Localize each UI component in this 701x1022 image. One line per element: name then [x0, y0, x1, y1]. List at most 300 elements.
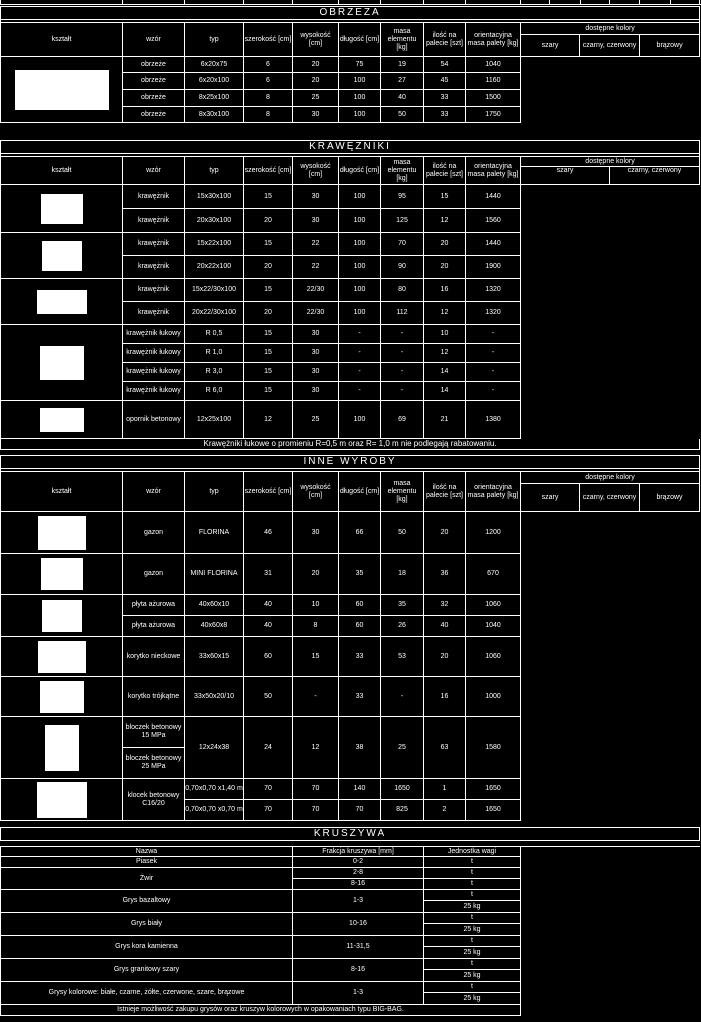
cell: 46: [244, 512, 293, 554]
cell: 1200: [466, 512, 521, 554]
cell: 15: [244, 233, 293, 256]
obrzeza-table: [0, 6, 700, 123]
cell: 27: [381, 73, 424, 90]
header-wysokosc: wysokość [cm]: [293, 23, 339, 57]
shape-cell: [1, 401, 123, 439]
cell: -: [339, 325, 381, 344]
cell: 12: [244, 401, 293, 439]
cell: 35: [339, 554, 381, 595]
cell: krawężnik: [123, 209, 185, 233]
header-czarny: czarny, czerwony: [580, 35, 640, 57]
cell: R 0,5: [185, 325, 244, 344]
cell: bloczek betonowy 25 MPa: [123, 748, 185, 779]
cell: 20: [424, 512, 466, 554]
aggregate-name: Grys biały: [1, 913, 293, 936]
cell: 8: [244, 107, 293, 123]
shape-cell: [1, 717, 123, 779]
header-ilosc: ilość na palecie [szt]: [424, 472, 466, 512]
blank-area: [521, 847, 700, 1016]
blank-area: [521, 185, 700, 450]
header-orientacyjna: orientacyjna masa palety [kg]: [466, 157, 521, 185]
cell: 40: [244, 595, 293, 616]
cell: 22: [293, 233, 339, 256]
cell: krawężnik łukowy: [123, 344, 185, 363]
aggregate-unit: t: [424, 868, 521, 879]
shape-kraweznik-lukowy: [40, 346, 84, 380]
cell: 22/30: [293, 279, 339, 302]
section-title-obrzeza: OBRZEŻA: [1, 7, 700, 20]
header-szerokosc: szerokość [cm]: [244, 472, 293, 512]
cell: 20x22x100: [185, 256, 244, 279]
shape-cell: [1, 512, 123, 554]
cell: -: [466, 363, 521, 382]
header-orientacyjna: orientacyjna masa palety [kg]: [466, 472, 521, 512]
cell: 66: [339, 512, 381, 554]
cell: -: [293, 677, 339, 717]
cell: -: [381, 677, 424, 717]
header-frakcja: Frakcja kruszywa [mm]: [293, 847, 424, 857]
cell: -: [381, 363, 424, 382]
cell: krawężnik: [123, 185, 185, 209]
aggregate-unit: t: [424, 857, 521, 868]
shape-obrzeze: [15, 70, 109, 110]
cell: 70: [381, 233, 424, 256]
cell: 112: [381, 302, 424, 325]
aggregate-fraction: 0-2: [293, 857, 424, 868]
cell: obrzeże: [123, 90, 185, 107]
cell: 33: [424, 90, 466, 107]
cell: 24: [244, 717, 293, 779]
cell: 1440: [466, 185, 521, 209]
cell: 100: [339, 209, 381, 233]
aggregate-fraction: 10-16: [293, 913, 424, 936]
cell: płyta ażurowa: [123, 595, 185, 616]
header-typ: typ: [185, 157, 244, 185]
shape-kraweznik-skosny: [37, 290, 87, 314]
shape-cell: [1, 595, 123, 637]
cell: 33x50x20/10: [185, 677, 244, 717]
shape-korytko-nieckowe: [38, 641, 86, 673]
cell: krawężnik: [123, 302, 185, 325]
shape-bloczek-betonowy: [45, 725, 79, 771]
aggregate-unit: 25 kg: [424, 901, 521, 913]
cell: -: [466, 344, 521, 363]
shape-cell: [1, 779, 123, 821]
header-orientacyjna: orientacyjna masa palety [kg]: [466, 23, 521, 57]
aggregate-fraction: 1-3: [293, 890, 424, 913]
cell: korytko trójkątne: [123, 677, 185, 717]
cell: 30: [293, 382, 339, 401]
cell: 25: [293, 90, 339, 107]
cell: 100: [339, 401, 381, 439]
cell: 100: [339, 256, 381, 279]
cell: 14: [424, 382, 466, 401]
cell: 26: [381, 616, 424, 637]
shape-korytko-trojkatne: [40, 681, 84, 713]
header-szary: szary: [521, 35, 580, 57]
cell: 33: [339, 677, 381, 717]
header-szary: szary: [521, 167, 610, 185]
shape-cell: [1, 637, 123, 677]
cell: 15: [244, 344, 293, 363]
cell: 16: [424, 677, 466, 717]
cell: 20: [293, 57, 339, 73]
inne-wyroby-table: [0, 455, 700, 821]
shape-kraweznik-15x22: [42, 241, 82, 271]
cell: -: [339, 363, 381, 382]
cell: bloczek betonowy 15 MPa: [123, 717, 185, 748]
cell: obrzeże: [123, 73, 185, 90]
kruszywa-note: Istnieje możliwość zakupu grysów oraz kruszyw kolorowych w opakowaniach typu BIG-BAG.: [1, 1005, 521, 1016]
header-szerokosc: szerokość [cm]: [244, 157, 293, 185]
header-typ: typ: [185, 23, 244, 57]
section-title-inne: INNE WYROBY: [1, 456, 700, 469]
aggregate-name: Grys kora kamienna: [1, 936, 293, 959]
aggregate-name: Żwir: [1, 868, 293, 890]
cell: obrzeże: [123, 57, 185, 73]
aggregate-fraction: 8-16: [293, 879, 424, 890]
cell: FLORINA: [185, 512, 244, 554]
cell: 1750: [466, 107, 521, 123]
cell: R 1,0: [185, 344, 244, 363]
aggregate-fraction: 2-8: [293, 868, 424, 879]
cell: 1380: [466, 401, 521, 439]
header-brazowy: brązowy: [640, 484, 700, 512]
cell: 140: [339, 779, 381, 800]
cell: 8: [244, 90, 293, 107]
aggregate-unit: t: [424, 936, 521, 947]
header-ksztalt: kształt: [1, 472, 123, 512]
cell: 1900: [466, 256, 521, 279]
cell: -: [381, 382, 424, 401]
shape-gazon-florina: [38, 516, 86, 550]
cell: 10: [424, 325, 466, 344]
cell: 20: [424, 256, 466, 279]
cell: 50: [244, 677, 293, 717]
kruszywa-table: [0, 827, 700, 1016]
cell: 670: [466, 554, 521, 595]
cell: 12x24x38: [185, 717, 244, 779]
shape-cell: [1, 233, 123, 279]
header-ilosc: ilość na palecie [szt]: [424, 157, 466, 185]
header-dostepne-kolory: dostępne kolory: [521, 157, 700, 167]
cell: 30: [293, 344, 339, 363]
cell: 25: [381, 717, 424, 779]
section-title-kruszywa: KRUSZYWA: [1, 828, 700, 841]
aggregate-unit: 25 kg: [424, 947, 521, 959]
cell: płyta ażurowa: [123, 616, 185, 637]
aggregate-name: Grys granitowy szary: [1, 959, 293, 982]
header-masa: masa elementu [kg]: [381, 23, 424, 57]
header-czarny: czarny, czerwony: [580, 484, 640, 512]
shape-cell: [1, 279, 123, 325]
cell: 1060: [466, 595, 521, 616]
aggregate-unit: 25 kg: [424, 924, 521, 936]
cell: 1650: [381, 779, 424, 800]
cell: 20x30x100: [185, 209, 244, 233]
cell: 12x25x100: [185, 401, 244, 439]
cell: obrzeże: [123, 107, 185, 123]
cell: 15: [244, 279, 293, 302]
cell: 33: [339, 637, 381, 677]
header-nazwa: Nazwa: [1, 847, 293, 857]
cell: krawężnik łukowy: [123, 382, 185, 401]
cell: 40: [244, 616, 293, 637]
cell: 60: [339, 595, 381, 616]
cell: 1560: [466, 209, 521, 233]
cell: 70: [339, 800, 381, 821]
header-brazowy: brązowy: [640, 35, 700, 57]
cell: 54: [424, 57, 466, 73]
aggregate-unit: t: [424, 890, 521, 901]
header-typ: typ: [185, 472, 244, 512]
aggregate-unit: t: [424, 959, 521, 970]
cell: 1160: [466, 73, 521, 90]
cell: 22/30: [293, 302, 339, 325]
cell: 1650: [466, 800, 521, 821]
cell: 45: [424, 73, 466, 90]
cell: 90: [381, 256, 424, 279]
cell: 100: [339, 302, 381, 325]
cell: 40: [424, 616, 466, 637]
cell: 33x60x15: [185, 637, 244, 677]
cell: 15: [244, 325, 293, 344]
cell: 125: [381, 209, 424, 233]
header-ksztalt: kształt: [1, 157, 123, 185]
shape-cell: [1, 185, 123, 233]
cell: 6x20x75: [185, 57, 244, 73]
cell: 53: [381, 637, 424, 677]
cell: 50: [381, 512, 424, 554]
cell: gazon: [123, 512, 185, 554]
cell: 8x30x100: [185, 107, 244, 123]
cell: 8x25x100: [185, 90, 244, 107]
blank-area: [521, 57, 700, 123]
header-masa: masa elementu [kg]: [381, 472, 424, 512]
cell: 20: [293, 73, 339, 90]
cell: krawężnik: [123, 233, 185, 256]
aggregate-fraction: 1-3: [293, 982, 424, 1005]
cell: 70: [293, 800, 339, 821]
cell: 15x22/30x100: [185, 279, 244, 302]
header-szerokosc: szerokość [cm]: [244, 23, 293, 57]
header-wzor: wzór: [123, 157, 185, 185]
cell: 70: [244, 779, 293, 800]
shape-cell: [1, 554, 123, 595]
cell: 70: [244, 800, 293, 821]
cell: 6: [244, 73, 293, 90]
header-ksztalt: kształt: [1, 23, 123, 57]
cell: 12: [293, 717, 339, 779]
cell: 36: [424, 554, 466, 595]
cell: 100: [339, 90, 381, 107]
cell: 6: [244, 57, 293, 73]
cell: 40: [381, 90, 424, 107]
shape-klocek-betonowy: [37, 782, 87, 818]
cell: 20: [244, 256, 293, 279]
cell: 19: [381, 57, 424, 73]
cell: 20: [293, 554, 339, 595]
cell: R 6,0: [185, 382, 244, 401]
cell: klocek betonowy C16/20: [123, 779, 185, 821]
cell: gazon: [123, 554, 185, 595]
shape-cell: [1, 677, 123, 717]
cell: 30: [293, 107, 339, 123]
cell: 69: [381, 401, 424, 439]
cell: 15: [244, 363, 293, 382]
cell: 16: [424, 279, 466, 302]
cell: 15: [244, 382, 293, 401]
aggregate-name: Grysy kolorowe: białe, czarne, żółte, czerwone, szare, brązowe: [1, 982, 293, 1005]
cell: 1440: [466, 233, 521, 256]
cell: krawężnik łukowy: [123, 363, 185, 382]
aggregate-unit: t: [424, 982, 521, 993]
header-dlugosc: długość [cm]: [339, 472, 381, 512]
cell: 1320: [466, 279, 521, 302]
cell: 1320: [466, 302, 521, 325]
cell: 1060: [466, 637, 521, 677]
aggregate-unit: t: [424, 879, 521, 890]
header-ilosc: ilość na palecie [szt]: [424, 23, 466, 57]
cell: opornik betonowy: [123, 401, 185, 439]
cell: 825: [381, 800, 424, 821]
cell: 1: [424, 779, 466, 800]
top-strip: [0, 0, 701, 5]
aggregate-unit: 25 kg: [424, 993, 521, 1005]
aggregate-unit: 25 kg: [424, 970, 521, 982]
shape-cell: [1, 57, 123, 123]
cell: -: [466, 382, 521, 401]
cell: 100: [339, 185, 381, 209]
cell: 15x22x100: [185, 233, 244, 256]
cell: 20x22/30x100: [185, 302, 244, 325]
cell: 0,70x0,70 x0,70 m: [185, 800, 244, 821]
cell: 95: [381, 185, 424, 209]
cell: 10: [293, 595, 339, 616]
krawezniki-note: Krawężniki łukowe o promieniu R=0,5 m oraz R= 1,0 m nie podlegają rabatowaniu.: [1, 439, 700, 450]
cell: 12: [424, 302, 466, 325]
cell: 20: [424, 233, 466, 256]
cell: 30: [293, 209, 339, 233]
krawezniki-table: [0, 140, 700, 450]
cell: 30: [293, 185, 339, 209]
header-dostepne-kolory: dostępne kolory: [521, 23, 700, 35]
cell: 20: [244, 302, 293, 325]
cell: 20: [424, 637, 466, 677]
cell: 70: [293, 779, 339, 800]
cell: 30: [293, 363, 339, 382]
cell: 100: [339, 233, 381, 256]
cell: 8: [293, 616, 339, 637]
cell: 12: [424, 344, 466, 363]
header-szary: szary: [521, 484, 580, 512]
cell: 1650: [466, 779, 521, 800]
aggregate-unit: t: [424, 913, 521, 924]
cell: 80: [381, 279, 424, 302]
cell: 32: [424, 595, 466, 616]
header-dostepne-kolory: dostępne kolory: [521, 472, 700, 484]
cell: -: [339, 344, 381, 363]
cell: 18: [381, 554, 424, 595]
cell: 33: [424, 107, 466, 123]
cell: R 3,0: [185, 363, 244, 382]
cell: 75: [339, 57, 381, 73]
header-masa: masa elementu [kg]: [381, 157, 424, 185]
cell: 15: [244, 185, 293, 209]
cell: 1040: [466, 616, 521, 637]
cell: 14: [424, 363, 466, 382]
shape-opornik: [40, 408, 84, 432]
shape-kraweznik-15x30: [41, 194, 83, 224]
cell: krawężnik: [123, 279, 185, 302]
section-title-krawezniki: KRAWĘŻNIKI: [1, 141, 700, 154]
cell: korytko nieckowe: [123, 637, 185, 677]
cell: MINI FLORINA: [185, 554, 244, 595]
cell: 21: [424, 401, 466, 439]
cell: 1000: [466, 677, 521, 717]
header-dlugosc: długość [cm]: [339, 23, 381, 57]
cell: 6x20x100: [185, 73, 244, 90]
cell: 2: [424, 800, 466, 821]
cell: krawężnik łukowy: [123, 325, 185, 344]
shape-cell: [1, 325, 123, 401]
header-jednostka: Jednostka wagi: [424, 847, 521, 857]
cell: 15: [293, 637, 339, 677]
cell: 100: [339, 73, 381, 90]
aggregate-fraction: 11-31,5: [293, 936, 424, 959]
header-wysokosc: wysokość [cm]: [293, 157, 339, 185]
cell: 22: [293, 256, 339, 279]
cell: -: [381, 344, 424, 363]
cell: 1580: [466, 717, 521, 779]
cell: 60: [244, 637, 293, 677]
cell: 15x30x100: [185, 185, 244, 209]
blank-area: [521, 512, 700, 821]
shape-gazon-mini-florina: [41, 558, 83, 590]
cell: krawężnik: [123, 256, 185, 279]
cell: 30: [293, 325, 339, 344]
cell: 30: [293, 512, 339, 554]
cell: 50: [381, 107, 424, 123]
cell: 35: [381, 595, 424, 616]
cell: 60: [339, 616, 381, 637]
cell: 1040: [466, 57, 521, 73]
cell: 20: [244, 209, 293, 233]
cell: 100: [339, 107, 381, 123]
cell: 1500: [466, 90, 521, 107]
cell: 100: [339, 279, 381, 302]
aggregate-name: Grys bazaltowy: [1, 890, 293, 913]
aggregate-name: Piasek: [1, 857, 293, 868]
cell: 63: [424, 717, 466, 779]
aggregate-fraction: 8-16: [293, 959, 424, 982]
header-dlugosc: długość [cm]: [339, 157, 381, 185]
header-wzor: wzór: [123, 23, 185, 57]
cell: -: [339, 382, 381, 401]
cell: 38: [339, 717, 381, 779]
cell: -: [381, 325, 424, 344]
header-czarny-czerwony: czarny, czerwony: [610, 167, 700, 185]
cell: 25: [293, 401, 339, 439]
cell: 0,70x0,70 x1,40 m: [185, 779, 244, 800]
cell: 15: [424, 185, 466, 209]
cell: 40x60x10: [185, 595, 244, 616]
shape-plyta-azurowa: [42, 600, 82, 632]
cell: -: [466, 325, 521, 344]
cell: 31: [244, 554, 293, 595]
header-wysokosc: wysokość [cm]: [293, 472, 339, 512]
cell: 40x60x8: [185, 616, 244, 637]
